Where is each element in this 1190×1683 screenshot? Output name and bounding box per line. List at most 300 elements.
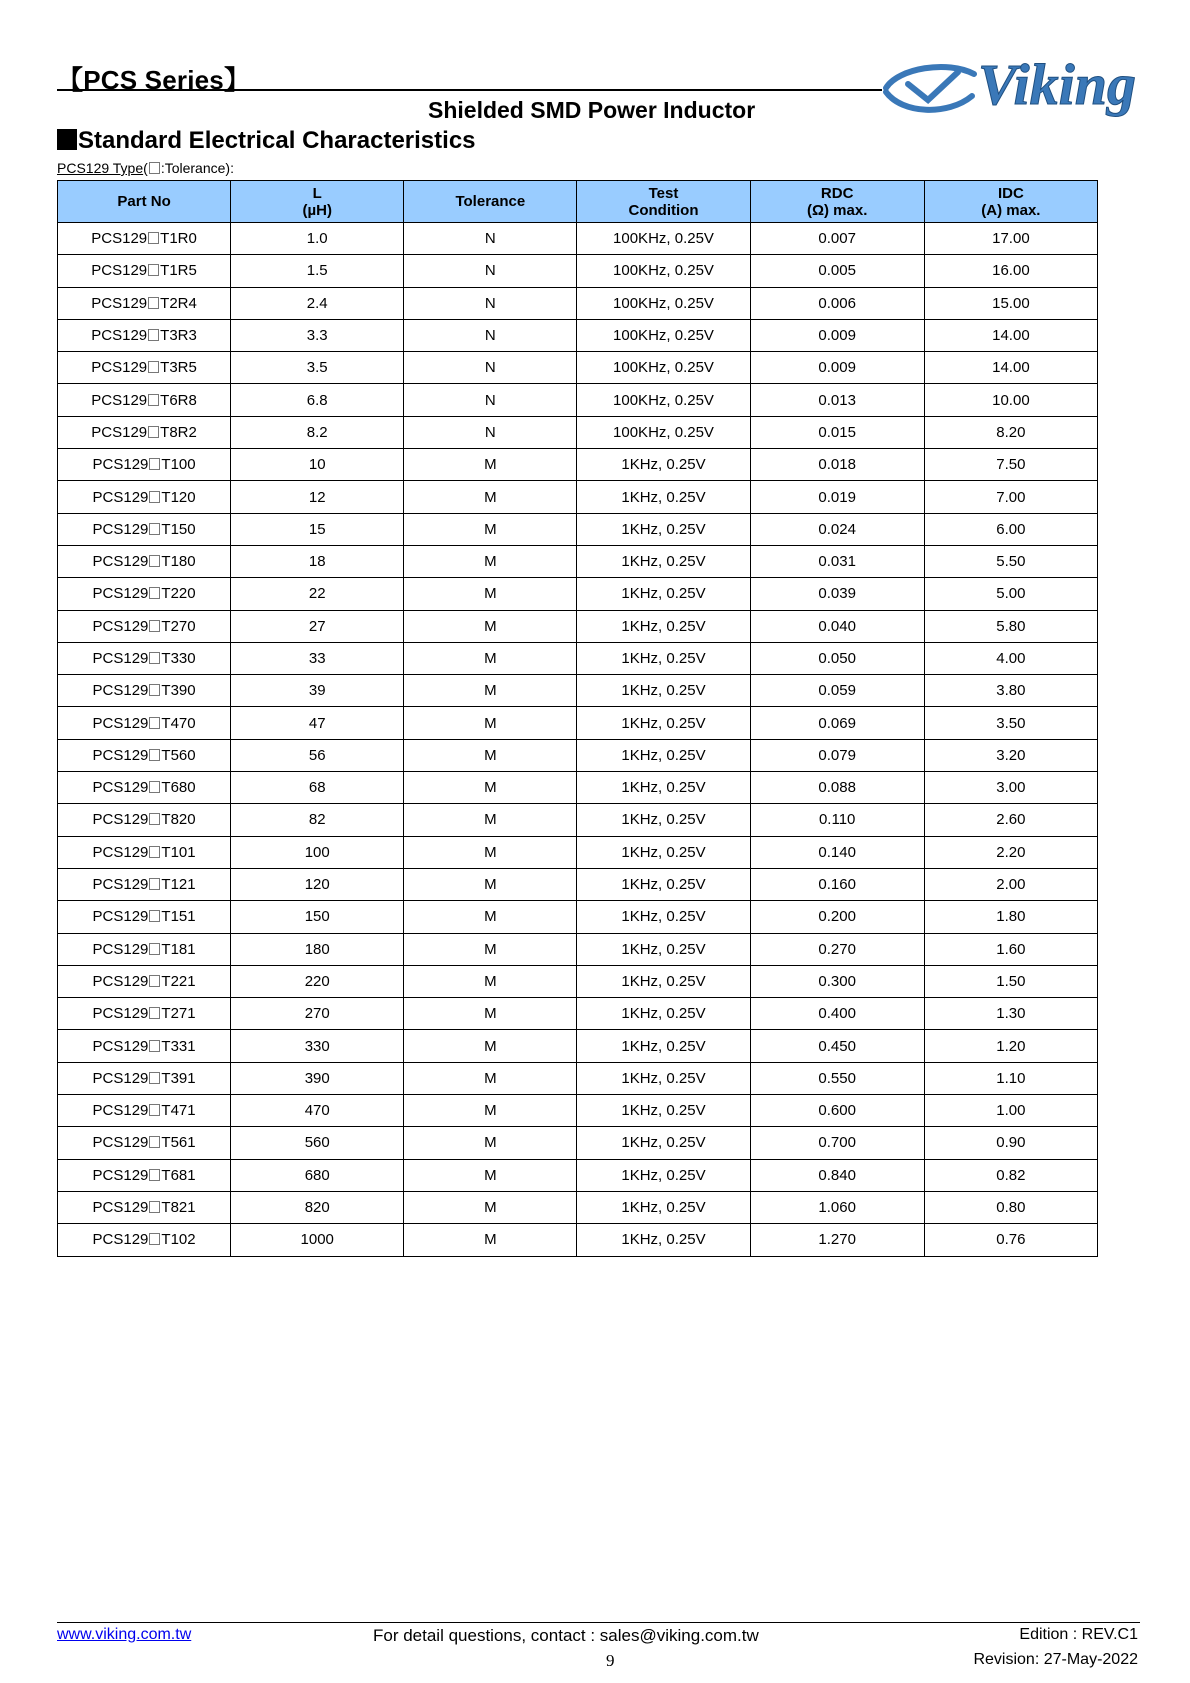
cell-part-no — [58, 1159, 231, 1191]
viking-logo-icon — [878, 50, 1150, 122]
tolerance-value: M — [484, 876, 497, 894]
table-row — [58, 610, 1098, 642]
cell-test-condition — [577, 610, 750, 642]
rdc-value: 0.200 — [818, 908, 856, 926]
tolerance-value: M — [484, 746, 497, 764]
cell-test-condition — [577, 998, 750, 1030]
cell-tolerance — [404, 933, 577, 965]
inductance-value: 470 — [304, 1102, 330, 1120]
cell-rdc — [750, 965, 924, 997]
cell-inductance — [231, 255, 404, 287]
cell-test-condition — [577, 739, 750, 771]
part-suffix: T1R5 — [160, 262, 197, 280]
idc-value: 16.00 — [992, 262, 1030, 280]
table-row — [58, 1062, 1098, 1094]
rdc-value: 1.060 — [818, 1199, 856, 1217]
table-row — [58, 384, 1098, 416]
part-suffix: T150 — [161, 520, 196, 538]
rdc-value: 0.550 — [818, 1069, 856, 1087]
cell-part-no — [58, 416, 231, 448]
rdc-value: 0.024 — [818, 520, 856, 538]
rdc-value: 0.300 — [818, 972, 856, 990]
footer-rule — [57, 1622, 1140, 1623]
part-prefix: PCS129 — [92, 779, 149, 797]
cell-part-no — [58, 675, 231, 707]
tolerance-placeholder-box-icon — [149, 943, 160, 955]
inductance-value: 47 — [308, 714, 326, 732]
tolerance-placeholder-box-icon — [149, 523, 160, 535]
idc-value: 5.00 — [996, 585, 1026, 603]
tolerance-placeholder-box-icon — [148, 329, 159, 341]
cell-part-no — [58, 836, 231, 868]
inductance-value: 82 — [308, 811, 326, 829]
table-row — [58, 545, 1098, 577]
rdc-value: 0.270 — [818, 940, 856, 958]
cell-rdc — [750, 675, 924, 707]
tolerance-value: M — [484, 1005, 497, 1023]
part-suffix: T681 — [161, 1166, 196, 1184]
test-condition-value: 1KHz, 0.25V — [621, 843, 706, 861]
tolerance-placeholder-box-icon — [149, 717, 160, 729]
cell-tolerance — [404, 739, 577, 771]
test-condition-value: 100KHz, 0.25V — [613, 423, 714, 441]
cell-tolerance — [404, 481, 577, 513]
test-condition-value: 1KHz, 0.25V — [621, 553, 706, 571]
cell-inductance — [231, 449, 404, 481]
part-prefix: PCS129 — [91, 391, 148, 409]
part-suffix: T3R5 — [160, 359, 197, 377]
cell-inductance — [231, 965, 404, 997]
cell-rdc — [750, 933, 924, 965]
cell-idc — [924, 1127, 1097, 1159]
cell-test-condition — [577, 1062, 750, 1094]
rdc-value: 0.059 — [818, 682, 856, 700]
part-prefix: PCS129 — [91, 294, 148, 312]
part-suffix: T1R0 — [160, 230, 197, 248]
table-row — [58, 901, 1098, 933]
cell-test-condition — [577, 772, 750, 804]
cell-test-condition — [577, 901, 750, 933]
cell-rdc — [750, 416, 924, 448]
cell-rdc — [750, 287, 924, 319]
part-prefix: PCS129 — [92, 488, 149, 506]
test-condition-value: 1KHz, 0.25V — [621, 940, 706, 958]
rdc-value: 0.019 — [818, 488, 856, 506]
cell-tolerance — [404, 1191, 577, 1223]
cell-inductance — [231, 1127, 404, 1159]
inductance-value: 1.0 — [306, 230, 328, 248]
cell-inductance — [231, 223, 404, 255]
test-condition-value: 1KHz, 0.25V — [621, 488, 706, 506]
cell-inductance — [231, 933, 404, 965]
rdc-value: 0.088 — [818, 779, 856, 797]
cell-part-no — [58, 901, 231, 933]
cell-test-condition — [577, 545, 750, 577]
test-condition-value: 1KHz, 0.25V — [621, 1134, 706, 1152]
test-condition-value: 100KHz, 0.25V — [613, 262, 714, 280]
inductance-value: 68 — [308, 779, 326, 797]
idc-value: 4.00 — [996, 650, 1026, 667]
test-condition-value: 1KHz, 0.25V — [621, 1037, 706, 1055]
part-prefix: PCS129 — [92, 1166, 149, 1184]
inductance-value: 33 — [308, 650, 326, 667]
tolerance-value: M — [484, 908, 497, 926]
cell-idc — [924, 416, 1097, 448]
cell-part-no — [58, 513, 231, 545]
cell-idc — [924, 998, 1097, 1030]
column-header-inductance — [231, 181, 404, 223]
test-condition-value: 1KHz, 0.25V — [621, 908, 706, 926]
header-line: RDC — [820, 184, 854, 202]
idc-value: 3.80 — [996, 682, 1026, 700]
part-suffix: T680 — [161, 779, 196, 797]
table-row — [58, 352, 1098, 384]
part-suffix: T3R3 — [160, 327, 197, 345]
cell-rdc — [750, 804, 924, 836]
table-row — [58, 1030, 1098, 1062]
cell-test-condition — [577, 1127, 750, 1159]
cell-test-condition — [577, 223, 750, 255]
idc-value: 0.76 — [996, 1231, 1026, 1249]
part-suffix: T180 — [161, 553, 196, 571]
cell-part-no — [58, 1191, 231, 1223]
cell-part-no — [58, 998, 231, 1030]
header-line: L — [312, 184, 322, 202]
column-header-test-condition — [577, 181, 750, 223]
part-suffix: T330 — [161, 650, 196, 667]
tolerance-value: M — [484, 617, 497, 635]
cell-part-no — [58, 868, 231, 900]
cell-rdc — [750, 772, 924, 804]
cell-test-condition — [577, 255, 750, 287]
cell-part-no — [58, 1095, 231, 1127]
inductance-value: 820 — [304, 1199, 330, 1217]
part-prefix: PCS129 — [92, 972, 149, 990]
test-condition-value: 1KHz, 0.25V — [621, 811, 706, 829]
idc-value: 0.82 — [996, 1166, 1026, 1184]
part-prefix: PCS129 — [91, 230, 148, 248]
cell-part-no — [58, 1030, 231, 1062]
cell-part-no — [58, 1062, 231, 1094]
inductance-value: 330 — [304, 1037, 330, 1055]
cell-inductance — [231, 642, 404, 674]
cell-tolerance — [404, 287, 577, 319]
type-label: PCS129 Type — [57, 160, 144, 176]
table-row — [58, 1159, 1098, 1191]
table-row — [58, 287, 1098, 319]
cell-idc — [924, 772, 1097, 804]
cell-idc — [924, 449, 1097, 481]
website-link[interactable]: www.viking.com.tw — [57, 1626, 192, 1643]
part-prefix: PCS129 — [91, 327, 148, 345]
test-condition-value: 1KHz, 0.25V — [621, 746, 706, 764]
rdc-value: 0.005 — [818, 262, 856, 280]
tolerance-placeholder-box-icon — [149, 1104, 160, 1116]
cell-inductance — [231, 998, 404, 1030]
cell-inductance — [231, 1159, 404, 1191]
cell-rdc — [750, 707, 924, 739]
cell-idc — [924, 1030, 1097, 1062]
tolerance-value: M — [484, 1069, 497, 1087]
part-prefix: PCS129 — [92, 650, 149, 667]
part-prefix: PCS129 — [92, 1069, 149, 1087]
table-row — [58, 933, 1098, 965]
table-row — [58, 255, 1098, 287]
tolerance-value: N — [484, 359, 496, 377]
electrical-characteristics-table — [57, 180, 1098, 1257]
cell-inductance — [231, 1191, 404, 1223]
cell-test-condition — [577, 1095, 750, 1127]
tolerance-value: M — [484, 650, 497, 667]
cell-rdc — [750, 545, 924, 577]
table-body — [58, 223, 1098, 1257]
test-condition-value: 100KHz, 0.25V — [613, 230, 714, 248]
rdc-value: 0.079 — [818, 746, 856, 764]
cell-part-no — [58, 319, 231, 351]
inductance-value: 560 — [304, 1134, 330, 1152]
part-prefix: PCS129 — [92, 1102, 149, 1120]
cell-rdc — [750, 739, 924, 771]
part-suffix: T471 — [161, 1102, 196, 1120]
header-line: (µH) — [302, 201, 332, 219]
idc-value: 7.50 — [996, 456, 1026, 474]
cell-rdc — [750, 578, 924, 610]
test-condition-value: 1KHz, 0.25V — [621, 617, 706, 635]
inductance-value: 120 — [304, 876, 330, 894]
table-row — [58, 772, 1098, 804]
cell-inductance — [231, 1062, 404, 1094]
cell-rdc — [750, 1095, 924, 1127]
test-condition-value: 1KHz, 0.25V — [621, 876, 706, 894]
tolerance-value: M — [484, 520, 497, 538]
cell-rdc — [750, 319, 924, 351]
cell-test-condition — [577, 933, 750, 965]
cell-tolerance — [404, 707, 577, 739]
rdc-value: 0.140 — [818, 843, 856, 861]
tolerance-placeholder-box-icon — [149, 749, 160, 761]
tolerance-placeholder-box-icon — [149, 162, 160, 174]
revision-text: Revision: 27-May-2022 — [973, 1651, 1138, 1668]
series-title: 【PCS Series】 — [57, 65, 251, 95]
idc-value: 6.00 — [996, 520, 1026, 538]
test-condition-value: 1KHz, 0.25V — [621, 1005, 706, 1023]
cell-idc — [924, 1095, 1097, 1127]
tolerance-value: M — [484, 1134, 497, 1152]
cell-idc — [924, 1159, 1097, 1191]
section-title: Standard Electrical Characteristics — [78, 127, 476, 154]
tolerance-placeholder-box-icon — [149, 1072, 160, 1084]
idc-value: 0.90 — [996, 1134, 1026, 1152]
cell-tolerance — [404, 255, 577, 287]
cell-test-condition — [577, 642, 750, 674]
cell-idc — [924, 255, 1097, 287]
idc-value: 1.30 — [996, 1005, 1026, 1023]
cell-tolerance — [404, 772, 577, 804]
header-line: (Ω) max. — [806, 201, 868, 219]
test-condition-value: 1KHz, 0.25V — [621, 585, 706, 603]
cell-rdc — [750, 1159, 924, 1191]
cell-rdc — [750, 481, 924, 513]
idc-value: 1.10 — [996, 1069, 1026, 1087]
tolerance-placeholder-box-icon — [149, 1201, 160, 1213]
column-header-rdc — [750, 181, 924, 223]
idc-value: 15.00 — [992, 294, 1030, 312]
part-prefix: PCS129 — [92, 1199, 149, 1217]
idc-value: 3.20 — [996, 746, 1026, 764]
tolerance-placeholder-box-icon — [149, 652, 160, 664]
contact-text: For detail questions, contact : sales@viking.com.tw — [373, 1626, 759, 1645]
cell-inductance — [231, 1224, 404, 1256]
rdc-value: 0.009 — [818, 327, 856, 345]
tolerance-placeholder-box-icon — [149, 910, 160, 922]
tolerance-placeholder-box-icon — [148, 361, 159, 373]
idc-value: 0.80 — [996, 1199, 1026, 1217]
part-prefix: PCS129 — [92, 746, 149, 764]
table-row — [58, 416, 1098, 448]
type-paren: ( — [143, 160, 148, 176]
tolerance-placeholder-box-icon — [149, 846, 160, 858]
table-row — [58, 804, 1098, 836]
tolerance-placeholder-box-icon — [149, 1007, 160, 1019]
cell-test-condition — [577, 1030, 750, 1062]
part-suffix: T181 — [161, 940, 196, 958]
cell-idc — [924, 642, 1097, 674]
tolerance-placeholder-box-icon — [148, 297, 159, 309]
cell-test-condition — [577, 804, 750, 836]
cell-part-no — [58, 449, 231, 481]
table-row — [58, 707, 1098, 739]
cell-rdc — [750, 836, 924, 868]
tolerance-value: N — [484, 262, 496, 280]
inductance-value: 18 — [308, 553, 326, 571]
cell-part-no — [58, 610, 231, 642]
cell-idc — [924, 287, 1097, 319]
cell-inductance — [231, 772, 404, 804]
cell-idc — [924, 804, 1097, 836]
part-prefix: PCS129 — [92, 1231, 149, 1249]
rdc-value: 0.039 — [818, 585, 856, 603]
tolerance-value: M — [484, 972, 497, 990]
cell-part-no — [58, 1127, 231, 1159]
cell-rdc — [750, 449, 924, 481]
rdc-value: 0.040 — [818, 617, 856, 635]
cell-tolerance — [404, 1224, 577, 1256]
cell-idc — [924, 384, 1097, 416]
test-condition-value: 100KHz, 0.25V — [613, 359, 714, 377]
table-row — [58, 449, 1098, 481]
cell-inductance — [231, 739, 404, 771]
header-line: Test — [648, 184, 679, 202]
part-suffix: T151 — [161, 908, 196, 926]
inductance-value: 180 — [304, 940, 330, 958]
cell-test-condition — [577, 707, 750, 739]
table-row — [58, 1127, 1098, 1159]
part-prefix: PCS129 — [91, 262, 148, 280]
test-condition-value: 1KHz, 0.25V — [621, 1199, 706, 1217]
cell-test-condition — [577, 352, 750, 384]
cell-inductance — [231, 707, 404, 739]
tolerance-placeholder-box-icon — [148, 264, 159, 276]
part-prefix: PCS129 — [92, 1037, 149, 1055]
inductance-value: 12 — [308, 488, 326, 506]
header-line: Condition — [628, 201, 699, 219]
cell-test-condition — [577, 513, 750, 545]
table-row — [58, 578, 1098, 610]
tolerance-placeholder-box-icon — [149, 1169, 160, 1181]
tolerance-value: M — [484, 1231, 497, 1249]
cell-inductance — [231, 287, 404, 319]
cell-tolerance — [404, 675, 577, 707]
table-row — [58, 1224, 1098, 1256]
cell-rdc — [750, 868, 924, 900]
cell-idc — [924, 578, 1097, 610]
tolerance-placeholder-box-icon — [149, 684, 160, 696]
inductance-value: 56 — [308, 746, 326, 764]
table-row — [58, 868, 1098, 900]
idc-value: 5.50 — [996, 553, 1026, 571]
idc-value: 2.20 — [996, 843, 1026, 861]
tolerance-placeholder-box-icon — [149, 878, 160, 890]
idc-value: 1.60 — [996, 940, 1026, 958]
cell-inductance — [231, 481, 404, 513]
tolerance-value: M — [484, 1166, 497, 1184]
inductance-value: 8.2 — [306, 423, 328, 441]
tolerance-value: M — [484, 1199, 497, 1217]
table-row — [58, 998, 1098, 1030]
cell-inductance — [231, 804, 404, 836]
inductance-value: 2.4 — [306, 294, 328, 312]
cell-rdc — [750, 642, 924, 674]
part-prefix: PCS129 — [92, 456, 149, 474]
cell-idc — [924, 610, 1097, 642]
cell-tolerance — [404, 545, 577, 577]
cell-idc — [924, 513, 1097, 545]
rdc-value: 0.840 — [818, 1166, 856, 1184]
table-row — [58, 642, 1098, 674]
cell-part-no — [58, 772, 231, 804]
inductance-value: 22 — [308, 585, 326, 603]
cell-tolerance — [404, 352, 577, 384]
cell-test-condition — [577, 1191, 750, 1223]
tolerance-placeholder-box-icon — [149, 587, 160, 599]
table-header-row — [58, 181, 1098, 223]
idc-value: 17.00 — [992, 230, 1030, 248]
cell-test-condition — [577, 416, 750, 448]
tolerance-placeholder-box-icon — [148, 426, 159, 438]
inductance-value: 6.8 — [306, 391, 328, 409]
cell-idc — [924, 836, 1097, 868]
test-condition-value: 100KHz, 0.25V — [613, 294, 714, 312]
inductance-value: 27 — [308, 617, 326, 635]
cell-part-no — [58, 933, 231, 965]
tolerance-placeholder-box-icon — [149, 1136, 160, 1148]
cell-inductance — [231, 836, 404, 868]
cell-test-condition — [577, 319, 750, 351]
cell-rdc — [750, 1030, 924, 1062]
part-prefix: PCS129 — [91, 423, 148, 441]
part-prefix: PCS129 — [92, 617, 149, 635]
cell-inductance — [231, 384, 404, 416]
test-condition-value: 100KHz, 0.25V — [613, 391, 714, 409]
inductance-value: 1000 — [300, 1231, 334, 1249]
cell-tolerance — [404, 416, 577, 448]
idc-value: 14.00 — [992, 327, 1030, 345]
cell-part-no — [58, 707, 231, 739]
rdc-value: 1.270 — [818, 1231, 856, 1249]
tolerance-value: M — [484, 1037, 497, 1055]
idc-value: 2.60 — [996, 811, 1026, 829]
idc-value: 7.00 — [996, 488, 1026, 506]
